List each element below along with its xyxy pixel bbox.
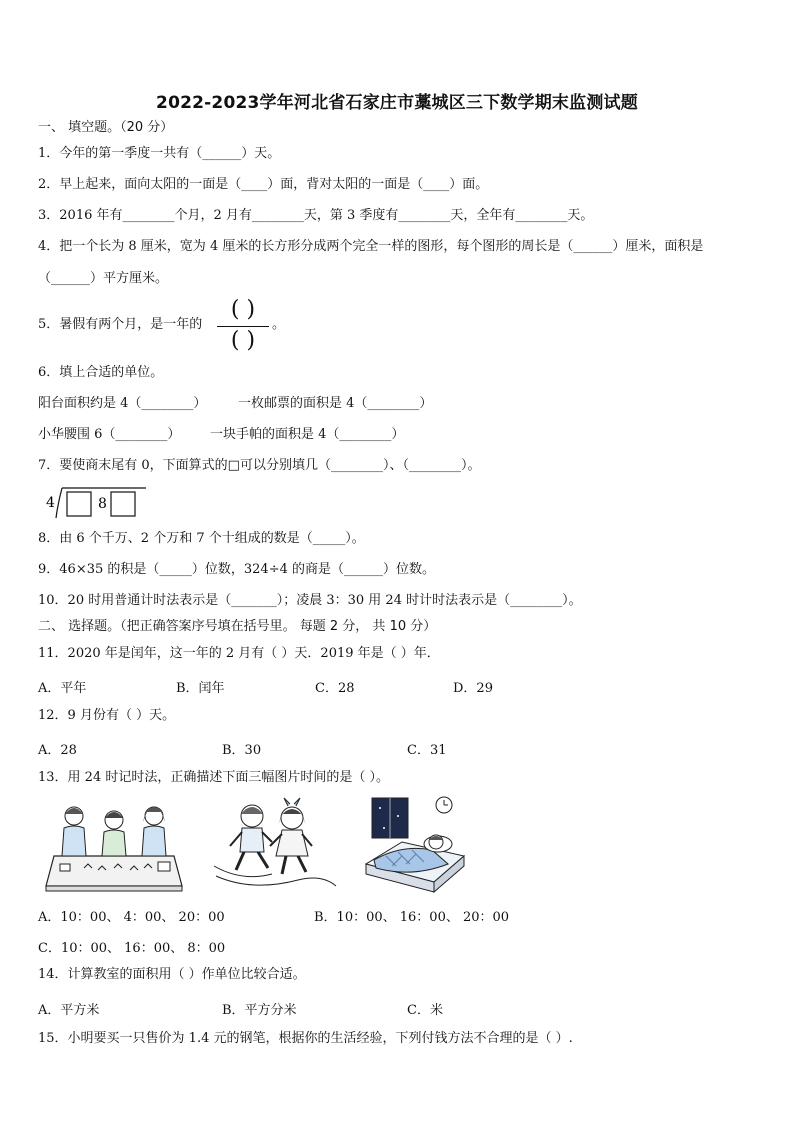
long-division-figure: [44, 486, 148, 520]
fraction-denominator: ( ): [230, 328, 256, 353]
question-11: 11．2020 年是闰年，这一年的 2 月有（ ）天．2019 年是（ ）年．: [38, 646, 440, 661]
fraction-blank: [215, 298, 271, 354]
question-6-d: 一块手帕的面积是 4（________）: [210, 427, 405, 442]
fraction-numerator: ( ): [230, 297, 256, 322]
q14-option-b: B．平方分米: [222, 1003, 297, 1018]
question-5-text: 5．暑假有两个月，是一年的: [38, 317, 203, 332]
picture-children-running: [212, 796, 340, 894]
question-4-line-1: 4．把一个长为 8 厘米，宽为 4 厘米的长方形分成两个完全一样的图形，每个图形的周长是（______）厘米，面积是: [38, 239, 704, 254]
question-15: 15．小明要买一只售价为 1.4 元的钢笔，根据你的生活经验，下列付钱方法不合理的是（ ）.: [38, 1031, 573, 1046]
question-5: [38, 317, 202, 333]
digit-box-1: [67, 492, 91, 516]
question-2: 2．早上起来，面向太阳的一面是（____）面，背对太阳的一面是（____）面。: [38, 177, 489, 192]
q13-option-a: A．10：00、 4：00、 20：00: [38, 910, 225, 925]
question-6-a: 阳台面积约是 4（________）: [38, 396, 207, 411]
question-3: 3．2016 年有________个月，2 月有________天，第 3 季度有________天，全年有________天。: [38, 208, 594, 223]
question-14: 14．计算教室的面积用（ ）作单位比较合适。: [38, 967, 306, 982]
q14-option-c: C．米: [407, 1003, 443, 1018]
section-2-heading: 二、 选择题。（把正确答案序号填在括号里。 每题 2 分， 共 10 分）: [38, 619, 437, 634]
q12-option-b: B．30: [222, 743, 262, 758]
fraction-bar: [217, 326, 269, 327]
page-title: 2022-2023学年河北省石家庄市藁城区三下数学期末监测试题: [156, 93, 638, 113]
question-4-line-2: （______）平方厘米。: [38, 271, 169, 286]
q12-option-a: A．28: [38, 743, 77, 758]
picture-child-sleeping: [362, 794, 468, 896]
picture-children-crafting: [40, 798, 188, 894]
digit-box-2: [111, 492, 135, 516]
question-6-c: 小华腰围 6（________）: [38, 427, 181, 442]
q11-option-a: A．平年: [38, 681, 87, 696]
question-6-b: 一枚邮票的面积是 4（________）: [238, 396, 433, 411]
question-1: 1．今年的第一季度一共有（______）天。: [38, 146, 281, 161]
question-12: 12．9 月份有（ ）天。: [38, 708, 176, 723]
q14-option-a: A．平方米: [38, 1003, 100, 1018]
question-8: 8．由 6 个千万、2 个万和 7 个十组成的数是（_____）。: [38, 531, 365, 546]
q11-option-d: D．29: [453, 681, 493, 696]
question-5-end: 。: [272, 317, 286, 332]
q12-option-c: C．31: [407, 743, 447, 758]
question-10: 10．20 时用普通计时法表示是（_______）；凌晨 3：30 用 24 时计时法表示是（________）。: [38, 593, 582, 608]
q13-option-c: C．10：00、 16：00、 8：00: [38, 941, 226, 956]
question-6: 6．填上合适的单位。: [38, 365, 164, 380]
section-1-heading: 一、 填空题。（20 分）: [38, 120, 174, 135]
question-13: 13．用 24 时记时法，正确描述下面三幅图片时间的是（ ）。: [38, 770, 389, 785]
q11-option-c: C．28: [315, 681, 355, 696]
q13-option-b: B．10：00、 16：00、 20：00: [314, 910, 510, 925]
divisor-digit: 4: [46, 495, 55, 511]
question-9: 9．46×35 的积是（_____）位数，324÷4 的商是（______）位数。: [38, 562, 435, 577]
question-7: 7．要使商末尾有 0，下面算式的□可以分别填几（________）、（________）。: [38, 458, 481, 473]
q11-option-b: B．闰年: [176, 681, 225, 696]
dividend-digit: 8: [98, 496, 107, 512]
